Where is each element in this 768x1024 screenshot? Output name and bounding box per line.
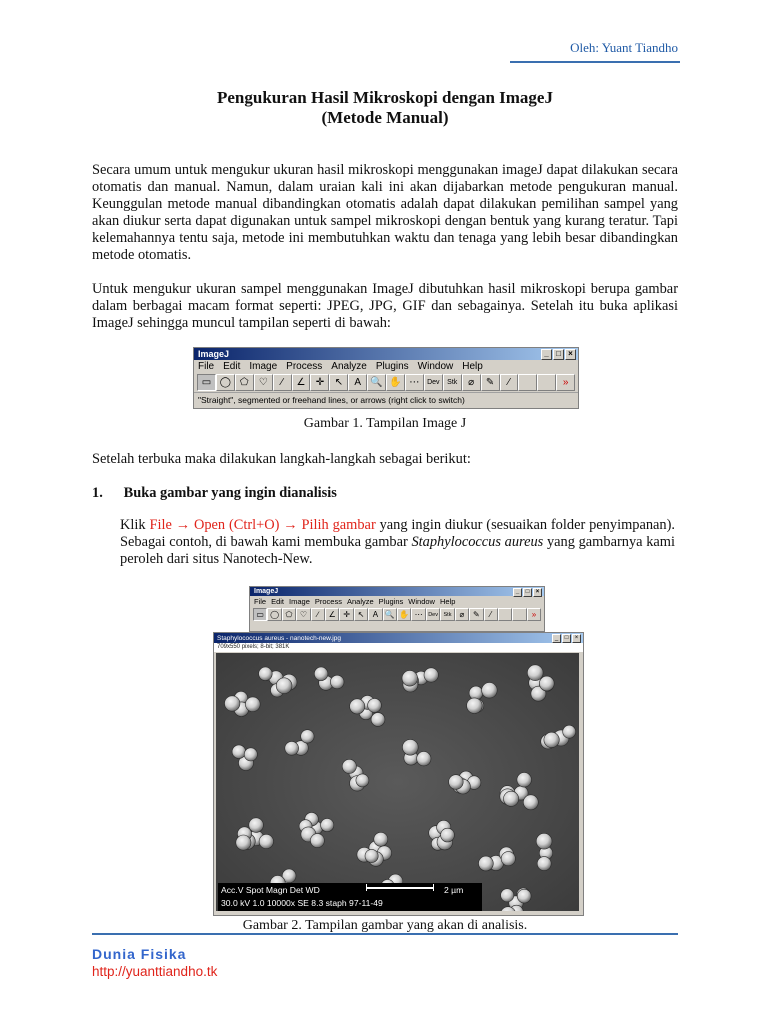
angle-tool-icon[interactable]: ∠ [325,608,339,621]
paragraph-intro: Secara umum untuk mengukur ukuran hasil mikroskopi menggunakan imageJ dapat dilakukan secara otomatis dan manual. Namun, dalam uraian kali ini akan dijabarkan metode pengukuran manual. Keunggulan metode manual dibandingkan otomatis adalah dapat dilakukan pemilihan sampel yang akan diukur serta dapat digunakan untuk sampel mikroskopi dengan bentuk yang kurang teratur. Tapi kelemahannya tentu saja, metode ini membutuhkan waktu dan tenaga yang lebih besar dibandingkan metode otomatis. [92,162,678,263]
imagej-menubar-small [250,596,544,607]
menu-file[interactable]: File [198,361,215,372]
scale-bar [366,887,434,889]
maximize-button[interactable]: □ [523,588,532,597]
step-text-mid: yang ingin diukur (sesuaikan folder penyimpanan). Sebagai contoh, di bawah kami membuka gambar [120,517,676,550]
freehand-tool-icon[interactable]: ♡ [296,608,310,621]
empty-tool-slot[interactable] [537,374,556,391]
menu-process[interactable]: Process [286,361,323,372]
window-controls-small [513,588,542,597]
more-tools-icon[interactable]: » [527,608,541,621]
menu-plugins[interactable]: Plugins [378,597,404,606]
magnifier-tool-icon[interactable]: 🔍 [383,608,397,621]
imagej-title-small: ImageJ [254,588,279,595]
step-1-text [120,517,675,568]
step-number: 1. [92,485,103,501]
minimize-button[interactable]: _ [552,634,561,643]
step-text-pre: Klik [120,517,150,533]
imagej-window [193,347,579,409]
polygon-tool-icon[interactable]: ⬠ [282,608,296,621]
dev-tool-icon[interactable]: Dev [426,608,440,621]
step-text-post: yang gambarnya kami peroleh dari situs Nanotech-New. [120,534,675,567]
step-heading [92,485,337,502]
point-tool-icon[interactable]: ✛ [310,374,329,391]
empty-tool-slot[interactable] [498,608,512,621]
window-controls [541,349,576,360]
menu-help[interactable]: Help [439,597,456,606]
menu-image[interactable]: Image [249,361,278,372]
arrow-tool-icon[interactable]: ⁄ [484,608,498,621]
stack-tool-icon[interactable]: Stk [440,608,454,621]
dropper-tool-icon[interactable]: ⋯ [411,608,425,621]
image-window [213,632,584,916]
title-line-1: Pengukuran Hasil Mikroskopi dengan ImageJ [217,88,553,107]
oval-tool-icon[interactable]: ◯ [216,374,235,391]
footer-brand: Dunia Fisika [92,946,187,962]
sem-micrograph[interactable] [216,653,579,911]
sem-info-line-2: 30.0 kV 1.0 10000x SE 8.3 staph 97-11-49 [221,898,383,908]
imagej-toolbar-small [250,607,544,622]
brush-tool-icon[interactable]: ⌀ [455,608,469,621]
footer-divider [92,933,678,935]
image-window-titlebar [214,633,583,643]
magnifier-tool-icon[interactable]: 🔍 [367,374,386,391]
menu-plugins[interactable]: Plugins [375,361,409,372]
oval-tool-icon[interactable]: ◯ [267,608,281,621]
menu-analyze[interactable]: Analyze [346,597,374,606]
imagej-titlebar [194,348,578,360]
arrow-tool-icon[interactable]: ⁄ [500,374,519,391]
empty-tool-slot[interactable] [518,374,537,391]
rectangle-tool-icon[interactable]: ▭ [197,374,216,391]
title-line-2: (Metode Manual) [321,108,449,127]
dev-tool-icon[interactable]: Dev [424,374,443,391]
pencil-tool-icon[interactable]: ✎ [469,608,483,621]
header-author: Oleh: Yuant Tiandho [570,40,678,55]
minimize-button[interactable]: _ [541,349,552,360]
close-button[interactable]: × [533,588,542,597]
brush-tool-icon[interactable]: ⌀ [462,374,481,391]
imagej-toolbar [194,373,578,392]
text-tool-icon[interactable]: A [348,374,367,391]
menu-window[interactable]: Window [417,361,454,372]
header-divider [510,61,680,63]
step-heading-text: Buka gambar yang ingin dianalisis [123,485,337,501]
close-button[interactable]: × [572,634,581,643]
scale-label: 2 µm [444,885,464,895]
footer-url[interactable]: http://yuanttiandho.tk [92,964,218,979]
line-tool-icon[interactable]: ∕ [273,374,292,391]
scale-tick-right [433,884,434,891]
freehand-tool-icon[interactable]: ♡ [254,374,273,391]
line-tool-icon[interactable]: ∕ [311,608,325,621]
species-name: Staphylococcus aureus [411,534,544,550]
paragraph-steps-intro: Setelah terbuka maka dilakukan langkah-langkah sebagai berikut: [92,451,471,467]
menu-help[interactable]: Help [462,361,483,372]
menu-process[interactable]: Process [314,597,342,606]
stack-tool-icon[interactable]: Stk [443,374,462,391]
close-button[interactable]: × [565,349,576,360]
menu-file[interactable]: File [254,597,267,606]
page-title [92,88,678,128]
paragraph-requirements: Untuk mengukur ukuran sampel menggunakan ImageJ dibutuhkan hasil mikroskopi berupa gambar dalam berbagai macam format seperti: JPEG, JPG, GIF dan sebagainya. Setelah itu buka aplikasi ImageJ sehingga muncul tampilan seperti di bawah: [92,281,678,331]
image-window-controls [552,634,581,643]
minimize-button[interactable]: _ [513,588,522,597]
polygon-tool-icon[interactable]: ⬠ [235,374,254,391]
text-tool-icon[interactable]: A [368,608,382,621]
imagej-menubar [194,360,578,373]
maximize-button[interactable]: □ [553,349,564,360]
hand-tool-icon[interactable]: ✋ [397,608,411,621]
rectangle-tool-icon[interactable]: ▭ [253,608,267,621]
sem-info-line-1: Acc.V Spot Magn Det WD [221,885,320,895]
angle-tool-icon[interactable]: ∠ [292,374,311,391]
imagej-titlebar-small [250,587,544,596]
image-info: 709x550 pixels; 8-bit; 381K [214,643,583,652]
caption-figure-2: Gambar 2. Tampilan gambar yang akan di analisis. [242,918,528,933]
caption-figure-1: Gambar 1. Tampilan Image J [303,416,467,431]
hand-tool-icon[interactable]: ✋ [386,374,405,391]
menu-window[interactable]: Window [408,597,435,606]
menu-path: File → Open (Ctrl+O) → Pilih gambar [149,517,376,533]
pencil-tool-icon[interactable]: ✎ [481,374,500,391]
image-window-title: Staphylococcus aureus - nanotech-new.jpg [217,634,341,642]
sem-info-bar [218,883,482,911]
maximize-button[interactable]: □ [562,634,571,643]
menu-edit[interactable]: Edit [223,361,241,372]
empty-tool-slot[interactable] [512,608,526,621]
menu-analyze[interactable]: Analyze [331,361,367,372]
dropper-tool-icon[interactable]: ⋯ [405,374,424,391]
imagej-window-small [249,586,545,632]
imagej-status-bar: "Straight", segmented or freehand lines, or arrows (right click to switch) [194,392,578,407]
scale-tick-left [366,884,367,891]
imagej-title: ImageJ [198,349,230,359]
wand-tool-icon[interactable]: ↖ [354,608,368,621]
point-tool-icon[interactable]: ✛ [339,608,353,621]
menu-image[interactable]: Image [289,597,310,606]
menu-edit[interactable]: Edit [271,597,285,606]
wand-tool-icon[interactable]: ↖ [329,374,348,391]
more-tools-icon[interactable]: » [556,374,575,391]
